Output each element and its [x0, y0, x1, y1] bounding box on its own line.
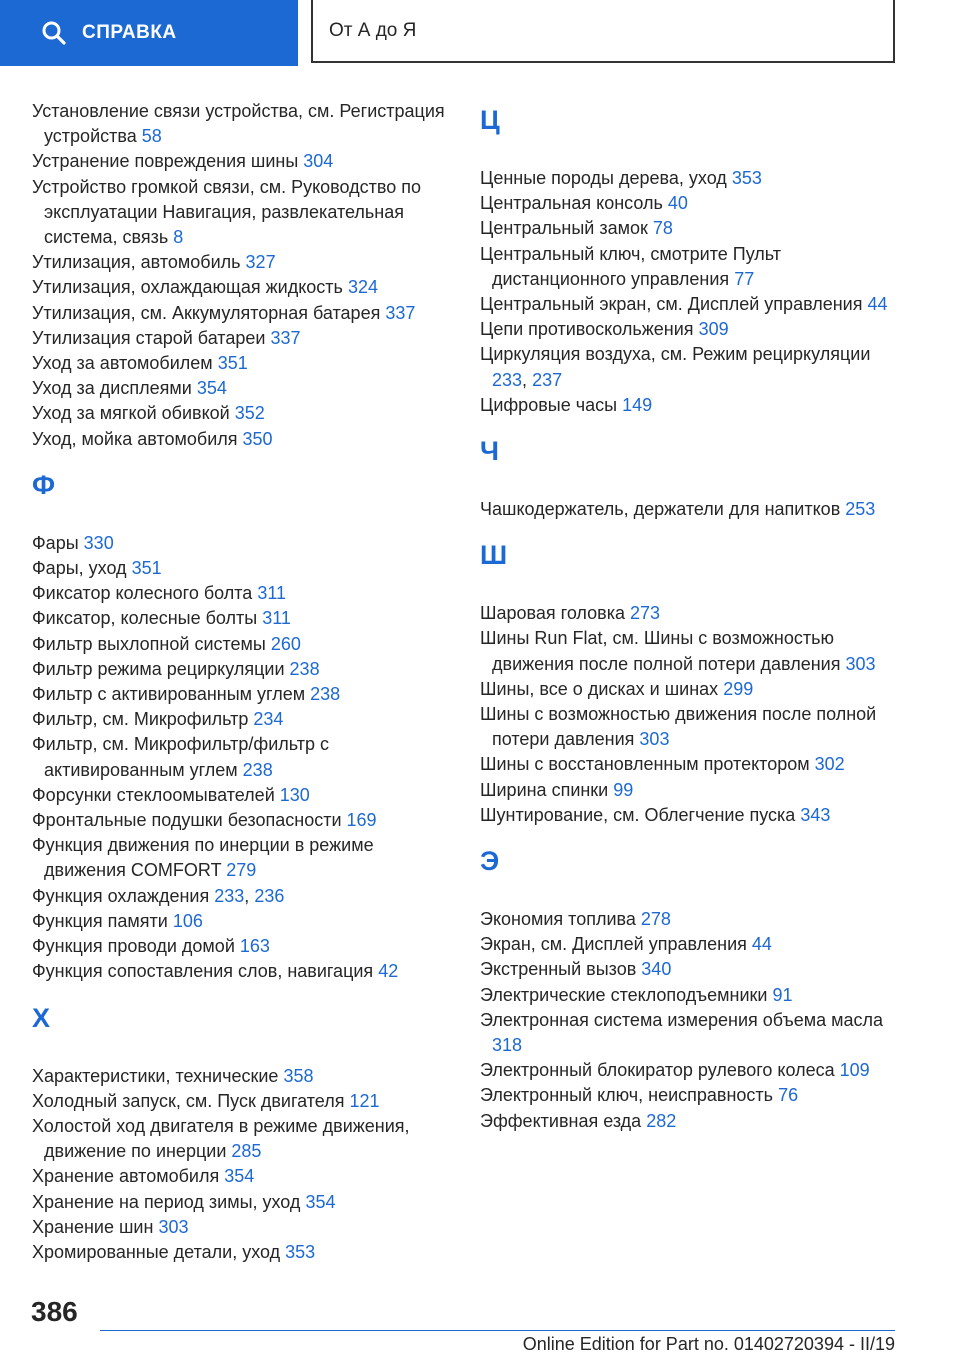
index-entry: [480, 191, 890, 216]
page-link[interactable]: 42: [378, 961, 399, 982]
entry-term: Фронтальные подушки безопасности: [32, 810, 342, 831]
page-link[interactable]: 163: [239, 936, 270, 957]
index-entry: Функция охлаждения 233, 236: [32, 885, 285, 906]
page-link[interactable]: 58: [141, 126, 162, 147]
page-link[interactable]: 76: [778, 1085, 799, 1106]
index-entry: [32, 99, 452, 149]
entry-term: Установление связи устройства, см. Регистрация устройства: [32, 101, 445, 147]
entry-term: Характеристики, технические: [32, 1065, 279, 1086]
entry-term: Экран, см. Дисплей управления: [480, 934, 747, 955]
footer-divider: [100, 1330, 895, 1331]
section-heading: Ц: [480, 105, 500, 135]
page-link[interactable]: 238: [310, 684, 341, 705]
page-link[interactable]: 302: [814, 754, 845, 775]
index-entry: [32, 581, 452, 606]
entry-term: Фильтр с активированным углем: [32, 684, 306, 705]
page-link[interactable]: 354: [305, 1191, 336, 1212]
entry-term: Центральная консоль: [480, 193, 663, 214]
entry-term: Уход, мойка автомобиля: [32, 428, 238, 449]
index-entry: [480, 393, 890, 418]
page-link[interactable]: 77: [734, 268, 755, 289]
index-entry: [480, 702, 890, 752]
index-entry: [480, 983, 890, 1008]
entry-term: Цепи противоскольжения: [480, 319, 694, 340]
page-link[interactable]: 353: [731, 168, 762, 188]
entry-term: Форсунки стеклоомывателей: [32, 784, 275, 805]
index-entry: [32, 326, 452, 351]
page-link[interactable]: 149: [622, 394, 653, 415]
index-entry: [32, 1240, 452, 1265]
index-entry: [32, 732, 452, 782]
page-link[interactable]: 44: [751, 934, 772, 955]
page-link[interactable]: 106: [172, 910, 203, 931]
index-entry: [480, 626, 890, 676]
entry-term: Холостой ход двигателя в режиме движения, движение по инерции: [32, 1115, 410, 1162]
page-link[interactable]: 351: [217, 353, 248, 374]
index-entry: [32, 606, 452, 631]
index-entry: [32, 376, 452, 401]
tab-help-label: СПРАВКА: [82, 22, 177, 43]
page-link[interactable]: 350: [242, 428, 273, 449]
index-entry: [32, 1164, 452, 1189]
entry-term: Утилизация старой батареи: [32, 327, 266, 348]
entry-term: Холодный запуск, см. Пуск двигателя: [32, 1090, 345, 1111]
page-link[interactable]: 91: [772, 984, 793, 1005]
index-entry: [480, 803, 890, 828]
tab-help[interactable]: [0, 0, 298, 66]
entry-term: Центральный замок: [480, 218, 648, 239]
page-link[interactable]: 337: [270, 327, 301, 348]
page-link[interactable]: 169: [346, 810, 377, 831]
page-link[interactable]: 237: [532, 369, 563, 390]
index-entry: [32, 1064, 452, 1089]
search-icon: [40, 19, 68, 47]
index-entry: [32, 1215, 452, 1240]
page-link[interactable]: 130: [279, 784, 310, 805]
index-entry: [32, 682, 452, 707]
page-link[interactable]: 309: [698, 319, 729, 340]
footer-edition: Online Edition for Part no. 01402720394 - II/19: [522, 1334, 895, 1354]
index-entry: [32, 401, 452, 426]
index-entry: [32, 250, 452, 275]
index-entry: [32, 909, 452, 934]
page-link[interactable]: 109: [839, 1060, 870, 1081]
section-heading: Ш: [480, 540, 508, 571]
index-entry: [32, 301, 452, 326]
index-entry: [32, 275, 452, 300]
page-link[interactable]: 233: [492, 369, 523, 390]
index-entry: [32, 1190, 452, 1215]
entry-term: Фильтр, см. Микрофильтр: [32, 709, 249, 730]
entry-term: Функция памяти: [32, 910, 168, 931]
entry-term: Функция охлаждения: [32, 885, 210, 906]
page-link[interactable]: 330: [83, 532, 114, 553]
page-link[interactable]: 354: [224, 1166, 255, 1187]
index-entry: [32, 149, 452, 174]
index-entry: [32, 808, 452, 833]
index-entry: [32, 351, 452, 376]
entry-term: Утилизация, охлаждающая жидкость: [32, 277, 343, 298]
header: [0, 0, 960, 66]
page-link[interactable]: 304: [303, 151, 334, 172]
page-link[interactable]: 285: [231, 1141, 262, 1162]
entry-term: Электронный ключ, неисправность: [480, 1085, 774, 1106]
index-entry: [480, 907, 890, 932]
entry-term: Уход за дисплеями: [32, 378, 192, 399]
entry-term: Электронный блокиратор рулевого колеса: [480, 1060, 835, 1081]
section-heading: Ф: [32, 469, 56, 500]
page-link[interactable]: 351: [131, 558, 162, 579]
page-link[interactable]: 303: [845, 653, 876, 674]
page-link[interactable]: 99: [613, 779, 634, 800]
entry-term: Шины Run Flat, см. Шины с возможностью движения после полной потери давления: [480, 628, 841, 674]
entry-term: Функция сопоставления слов, навигация: [32, 961, 374, 982]
entry-term: Эффективная езда: [480, 1110, 642, 1131]
index-entry: [32, 833, 452, 883]
tab-az-label: От А до Я: [329, 19, 417, 41]
index-entry: [32, 959, 452, 984]
page-link[interactable]: 238: [242, 759, 273, 780]
index-entry: [480, 1008, 890, 1058]
index-entry: [32, 556, 452, 581]
entry-term: Центральный экран, см. Дисплей управления: [480, 294, 863, 315]
page-link[interactable]: 354: [196, 378, 227, 399]
page-link[interactable]: 234: [253, 709, 284, 730]
page-link[interactable]: 279: [226, 860, 257, 881]
entry-term: Устранение повреждения шины: [32, 151, 299, 172]
index-entry: [32, 427, 452, 452]
index-entry: [480, 1058, 890, 1083]
page-link[interactable]: 324: [347, 277, 378, 298]
index-entry: [32, 657, 452, 682]
entry-term: Циркуляция воздуха, см. Режим рециркуляции: [480, 344, 871, 365]
page-link[interactable]: 40: [667, 193, 688, 214]
index-entry: [480, 166, 890, 191]
page-link[interactable]: 303: [639, 729, 670, 750]
page-link[interactable]: 78: [652, 218, 673, 239]
page-link[interactable]: 273: [630, 603, 661, 624]
entry-term: Функция движения по инерции в режиме движения COMFORT: [32, 835, 374, 881]
entry-term: Фиксатор, колесные болты: [32, 608, 258, 629]
entry-term: Фильтр, см. Микрофильтр/фильтр с активированным углем: [32, 734, 329, 780]
index-entry: [480, 778, 890, 803]
index-entry: [480, 932, 890, 957]
index-entry: [480, 677, 890, 702]
index-entry: [32, 1114, 452, 1164]
index-entry: [480, 216, 890, 241]
page-link[interactable]: 327: [245, 252, 276, 273]
entry-term: Хранение шин: [32, 1216, 154, 1237]
page-link[interactable]: 311: [257, 583, 287, 604]
page-link[interactable]: 8: [173, 227, 184, 248]
page-link[interactable]: 253: [845, 499, 876, 520]
entry-term: Ценные породы дерева, уход: [480, 168, 727, 188]
page-link[interactable]: 337: [385, 302, 416, 323]
entry-term: Экономия топлива: [480, 909, 636, 930]
index-entry: [32, 1089, 452, 1114]
index-entry: [32, 175, 452, 251]
page-link[interactable]: 303: [158, 1216, 189, 1237]
entry-term: Ширина спинки: [480, 779, 609, 800]
index-entry: [32, 632, 452, 657]
page-link[interactable]: 343: [800, 804, 831, 825]
page-link[interactable]: 44: [867, 294, 888, 315]
entry-term: Уход за автомобилем: [32, 353, 213, 374]
entry-term: Шины с восстановленным протектором: [480, 754, 810, 775]
page-link[interactable]: 311: [262, 608, 291, 629]
index-entry: [480, 752, 890, 777]
index-entry: [480, 1083, 890, 1108]
page-link[interactable]: 233: [214, 885, 245, 906]
index-entry: [32, 934, 452, 959]
section-heading: Ч: [480, 436, 499, 467]
index-column-left: [32, 99, 452, 1265]
index-entry: [480, 317, 890, 342]
entry-term: Чашкодержатель, держатели для напитков: [480, 499, 841, 520]
entry-term: Хранение автомобиля: [32, 1166, 220, 1187]
page-link[interactable]: 260: [270, 633, 301, 654]
entry-term: Шины с возможностью движения после полной потери давления: [480, 704, 877, 750]
section-heading: Х: [32, 1002, 51, 1033]
entry-term: Шунтирование, см. Облегчение пуска: [480, 804, 796, 825]
index-entry: [480, 957, 890, 982]
entry-term: Фиксатор колесного болта: [32, 583, 253, 604]
entry-term: Экстренный вызов: [480, 959, 637, 980]
index-entry: [32, 707, 452, 732]
page-link[interactable]: 238: [289, 658, 320, 679]
page-link[interactable]: 299: [723, 678, 754, 699]
entry-term: Фильтр выхлопной системы: [32, 633, 266, 654]
entry-term: Цифровые часы: [480, 394, 618, 415]
entry-term: Шаровая головка: [480, 603, 625, 624]
page-link[interactable]: 121: [349, 1090, 380, 1111]
entry-term: Хромированные детали, уход: [32, 1241, 281, 1262]
entry-term: Шины, все о дисках и шинах: [480, 678, 719, 699]
page-link[interactable]: 353: [285, 1241, 316, 1262]
entry-term: Фары, уход: [32, 558, 127, 579]
index-entry: [480, 242, 890, 292]
page-link[interactable]: 278: [640, 909, 671, 930]
page-link[interactable]: 352: [234, 403, 265, 424]
section-heading: Э: [480, 846, 500, 877]
index-entry: [32, 783, 452, 808]
index-column-right: [480, 99, 890, 1134]
tab-az[interactable]: [311, 0, 895, 63]
entry-term: Устройство громкой связи, см. Руководство по эксплуатации Навигация, развлекательная система, связь: [32, 176, 422, 248]
entry-term: Электронная система измерения объема масла: [480, 1009, 884, 1030]
entry-term: Утилизация, см. Аккумуляторная батарея: [32, 302, 381, 323]
entry-term: Хранение на период зимы, уход: [32, 1191, 301, 1212]
index-entry: [480, 1109, 890, 1134]
page-number: 386: [31, 1296, 78, 1327]
entry-term: Электрические стеклоподъемники: [480, 984, 768, 1005]
page-link[interactable]: 236: [254, 885, 285, 906]
page-link[interactable]: 318: [492, 1035, 523, 1056]
index-entry: [480, 292, 890, 317]
entry-term: Функция проводи домой: [32, 936, 235, 957]
entry-term: Фильтр режима рециркуляции: [32, 658, 285, 679]
index-entry: Циркуляция воздуха, см. Режим рециркуляции 233, 237: [480, 344, 871, 390]
entry-term: Фары: [32, 532, 79, 553]
page-link[interactable]: 340: [641, 959, 672, 980]
page-link[interactable]: 282: [646, 1110, 677, 1131]
index-entry: [32, 531, 452, 556]
entry-term: Центральный ключ, смотрите Пульт дистанционного управления: [480, 243, 782, 289]
entry-term: Утилизация, автомобиль: [32, 252, 241, 273]
page-link[interactable]: 358: [283, 1065, 314, 1086]
entry-term: Уход за мягкой обивкой: [32, 403, 230, 424]
index-entry: [480, 497, 890, 522]
index-entry: [480, 601, 890, 626]
